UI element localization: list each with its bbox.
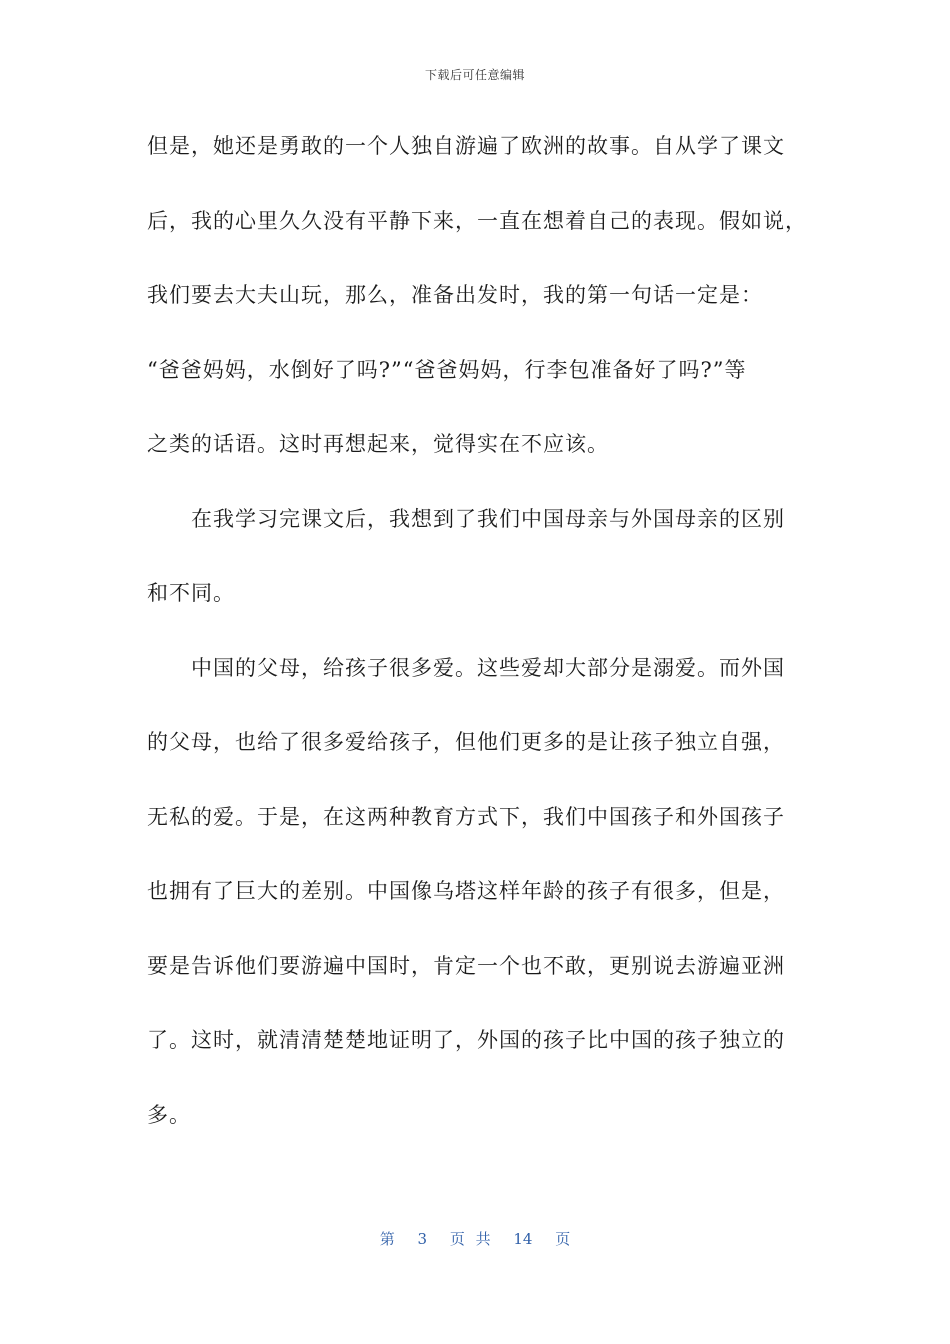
text-line: 我们要去大夫山玩，那么，准备出发时，我的第一句话一定是： [147,283,763,307]
page-footer [0,1228,950,1249]
total-page-count: 14 [513,1230,533,1248]
text-line: 的父母，也给了很多爱给孩子，但他们更多的是让孩子独立自强， [147,730,785,754]
footer-middle: 页 共 [449,1230,491,1248]
current-page-number: 3 [417,1230,428,1248]
text-line: 之类的话语。这时再想起来，觉得实在不应该。 [147,432,609,456]
text-line: “爸爸妈妈，水倒好了吗?”“爸爸妈妈，行李包准备好了吗?”等 [147,357,747,382]
text-line: 要是告诉他们要游遍中国时，肯定一个也不敢，更别说去游遍亚洲 [147,953,785,978]
footer-suffix: 页 [555,1230,571,1248]
document-body [147,126,807,1169]
paragraph-first-line: 在我学习完课文后，我想到了我们中国母亲与外国母亲的区别 [191,506,785,531]
text-line: 也拥有了巨大的差别。中国像乌塔这样年龄的孩子有很多，但是， [147,879,785,903]
text-line: 了。这时，就清清楚楚地证明了，外国的孩子比中国的孩子独立的 [147,1028,785,1052]
paragraph-first-line: 中国的父母，给孩子很多爱。这些爱却大部分是溺爱。而外国 [191,655,785,680]
text-line: 和不同。 [147,581,235,605]
header-note: 下载后可任意编辑 [424,68,525,82]
text-line: 但是，她还是勇敢的一个人独自游遍了欧洲的故事。自从学了课文 [147,134,785,158]
text-line: 多。 [147,1102,191,1127]
text-line: 无私的爱。于是，在这两种教育方式下，我们中国孩子和外国孩子 [147,804,785,829]
text-line: 后，我的心里久久没有平静下来，一直在想着自己的表现。假如说， [147,208,807,233]
footer-prefix: 第 [379,1230,395,1248]
page-header [0,66,950,83]
